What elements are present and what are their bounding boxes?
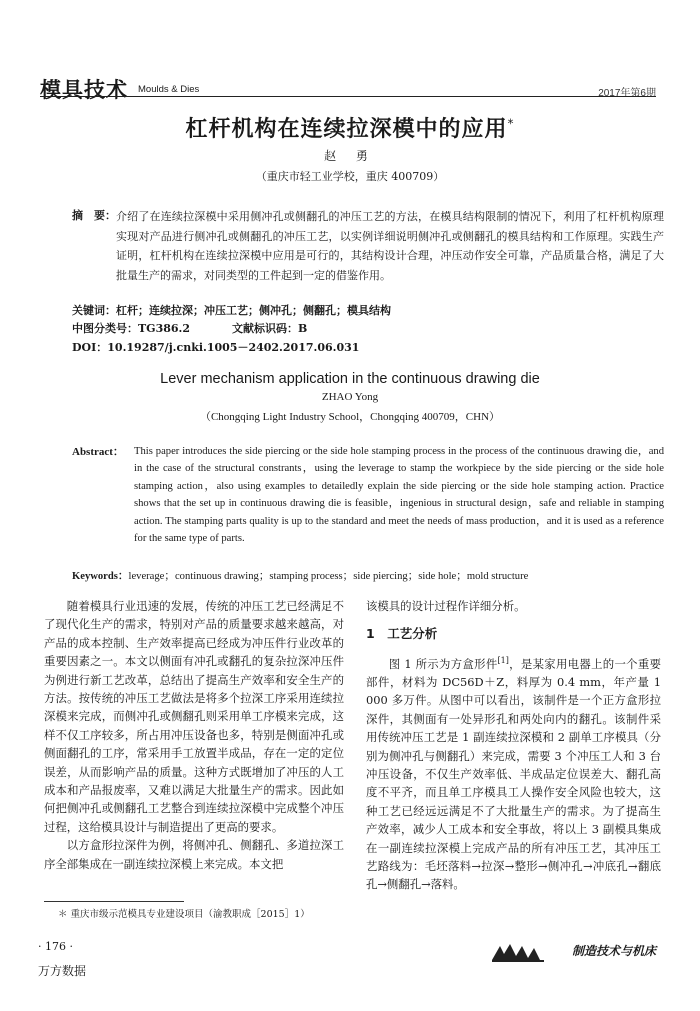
journal-brand-en: Moulds & Dies	[138, 84, 200, 95]
cn-abstract-text: 介绍了在连续拉深模中采用侧冲孔或侧翻孔的冲压工艺的方法，在模具结构限制的情况下，利用了杠杆机构原理实现对产品进行侧冲孔或侧翻孔的冲压工艺，以实例详细说明侧冲孔或侧翻孔的模具结构和工作原理。实践生产证明，杠杆机构在连续拉深模中应用是可行的，其结构设计合理，冲压动作安全可靠，产品质量合格，满足了大批量生产的需求，对同类型的工件起到一定的借鉴作用。	[116, 210, 664, 282]
author: 赵 勇	[324, 149, 376, 163]
article-title: 杠杆机构在连续拉深模中的应用*	[185, 116, 515, 142]
title-footnote-mark: *	[507, 116, 515, 131]
doi: DOI：10.19287/j.cnki.1005－2402.2017.06.031	[72, 341, 360, 354]
footnote: ＊ 重庆市级示范模具专业建设项目（渝教职成［2015］1）	[58, 909, 310, 920]
body-left-column	[44, 597, 344, 873]
header-rule	[40, 96, 656, 97]
english-author: ZHAO Yong	[321, 391, 379, 403]
english-keywords: Keywords：leverage；continuous drawing；stamping process；side piercing；side hole；mold structure	[72, 571, 529, 582]
cn-abstract-label: 摘 要：	[72, 209, 116, 222]
issue-label: 2017年第6期	[598, 88, 656, 99]
cn-keywords: 关键词：杠杆；连续拉深；冲压工艺；侧冲孔；侧翻孔；模具结构	[72, 304, 391, 317]
page-number: · 176 ·	[38, 940, 73, 953]
journal-brand: 模具技术	[40, 78, 128, 102]
clc-number: 中图分类号：TG386.2	[72, 322, 191, 335]
body-right-column	[366, 597, 661, 894]
english-title: Lever mechanism application in the continuous drawing die	[160, 371, 540, 387]
document-code: 文献标识码：B	[232, 322, 308, 335]
body-paragraph: 以方盒形拉深件为例，将侧冲孔、侧翻孔、多道拉深工序全部集成在一副连续拉深模上来完成。本文把	[44, 838, 344, 871]
citation-ref: [1]	[497, 655, 509, 665]
section-heading: 1 工艺分析	[366, 626, 438, 642]
publisher-logo-icon	[490, 940, 550, 964]
publisher-name: 制造技术与机床	[571, 944, 656, 958]
english-affiliation: （Chongqing Light Industry School，Chongqing 400709，CHN）	[199, 411, 501, 423]
english-abstract-text: This paper introduces the side piercing or the side hole stamping process in the process of the continuous drawing die，and in the case of the structural constrants，using the leverage to stamp the workpiece by the side piercing or the side hole stamping action，also using examples to detailedly explain the side piercing or the side hole stamping action. Practice shows that the set up in continuous drawing die is feasible，ingenious in structural design，safe and reliable in stamping action. The stamping parts quality is up to the standard and meet the needs of mass production，and it is used as a reference for the same type of parts.	[134, 446, 664, 545]
english-abstract-label: Abstract：	[72, 446, 124, 458]
body-paragraph: 随着模具行业迅速的发展，传统的冲压工艺已经满足不了现代化生产的需求，特别对产品的质量要求越来越高，对产品的成本控制、生产效率提高已经成为冲压件行业改革的重要因素之一。本文以侧面有冲孔或翻孔的复杂拉深冲压件为例进行新工艺改革，总结出了提高生产效率和安全生产的方法。按传统的冲压工艺做法是将多个拉深工序采用连续拉深模来完成，而侧冲孔或侧翻孔则采用单工序模来完成，这样不仅工序较多，所占用冲压设备也多，特别是侧面冲孔或侧面翻孔的工序，常采用手工放置半成品，存在一定的定位误差，从而影响产品的质量。这种方式既增加了冲压的人工成本和产品报废率，又难以满足大批量生产的需求。因此如何把侧冲孔或侧翻孔工艺整合到连续拉深模中完成整个冲压过程，这给模具设计与制造提出了更高的要求。	[44, 599, 344, 834]
affiliation: （重庆市轻工业学校，重庆 400709）	[255, 170, 445, 183]
body-paragraph: 该模具的设计过程作详细分析。	[366, 599, 526, 613]
wanfang-watermark: 万方数据	[38, 964, 87, 978]
footnote-rule	[44, 901, 184, 902]
english-keywords-label: Keywords：	[72, 571, 129, 582]
body-paragraph: 图 1 所示为方盒形件[1]，是某家用电器上的一个重要部件，材料为 DC56D＋Z，料厚为 0.4 mm，年产量 1 000 多万件。从图中可以看出，该制件是一个正方盒形拉深件，其侧面有一处异形孔和两处向内的翻孔。该制件采用传统冲压工艺是 1 副连续拉深模和 2 副单工序模具（分别为侧冲孔与侧翻孔）来完成，需要 3 个冲压工人和 3 台冲压设备，不仅生产效率低、半成品定位误差大、翻孔高度不平齐，而且单工序模具工人操作安全风险也较大，这种工艺已经远远满足不了大批量生产的需求。为了提高生产效率，减少人工成本和安全事故，将以上 3 副模具集成在一副连续拉深模上完成产品的所有冲压工艺，其冲压工艺路线为：毛坯落料→拉深→整形→侧冲孔→冲底孔→翻底孔→侧翻孔→落料。	[366, 655, 661, 892]
